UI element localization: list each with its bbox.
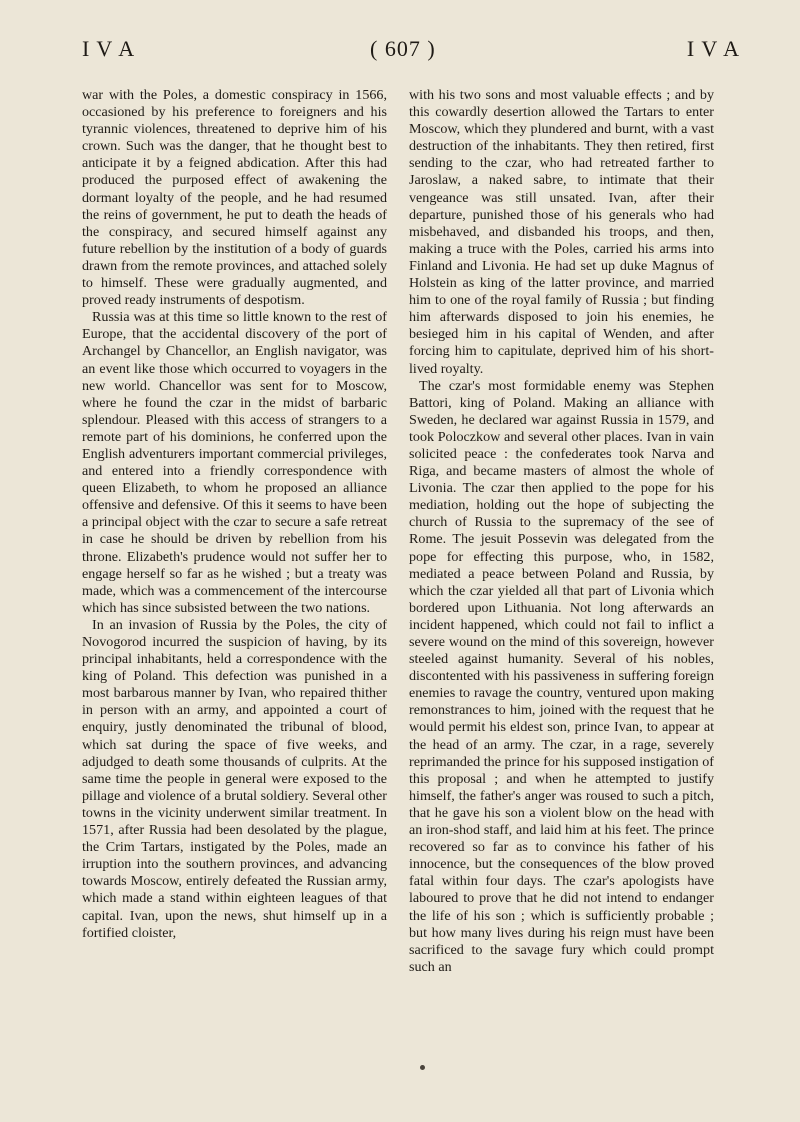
left-column	[82, 87, 387, 942]
paragraph: Russia was at this time so little known to the rest of Europe, that the accidental discovery of the port of Archangel by Chancellor, an English navigator, was an event like those which occurred to voyagers in the new world. Chancellor was sent for to Moscow, where he found the czar in the midst of barbaric splendour. Pleased with this access of strangers to a remote part of his dominions, he conferred upon the English adventurers important commercial privileges, and entered into a friendly correspondence with queen Elizabeth, to whom he proposed an alliance offensive and defensive. Of this it seems to have been a principal object with the czar to secure a safe retreat in case he should be driven by rebellion from his throne. Elizabeth's prudence would not suffer her to engage herself so far as he wished ; but a treaty was made, which was a commencement of the intercourse which has since subsisted between the two nations.	[82, 309, 387, 616]
page-number: ( 607 )	[370, 36, 436, 61]
paragraph: The czar's most formidable enemy was Stephen Battori, king of Poland. Making an alliance with Sweden, he declared war against Russia in 1579, and took Poloczkow and several other places. Ivan in vain solicited peace : the confederates took Narva and Riga, and became masters of almost the whole of Livonia. The czar then applied to the pope for his mediation, holding out the hope of subjecting the church of Russia to the supremacy of the see of Rome. The jesuit Possevin was delegated from the pope for effecting this purpose, who, in 1582, mediated a peace between Poland and Russia, by which the czar yielded all that part of Livonia which bordered upon Lithuania. Not long afterwards an incident happened, which could not fail to inflict a severe wound on the mind of this sovereign, however steeled against humanity. Several of his nobles, discontented with his passiveness in suffering foreign enemies to ravage the country, ventured upon making remonstrances to him, joined with the request that he would permit his eldest son, prince Ivan, to appear at the head of an army. The czar, in a rage, severely reprimanded the prince for his supposed instigation of this proposal ; and when he attempted to justify himself, the father's anger was roused to such a pitch, that he gave his son a violent blow on the head with an iron-shod staff, and laid him at his feet. The prince recovered so far as to convince his father of his innocence, but the consequences of the blow proved fatal within four days. The czar's apologists have laboured to prove that he did not intend to endanger the life of his son ; which is sufficiently probable ; but how many lives during his reign must have been sacrificed to the savage fury which could prompt such an	[409, 377, 714, 975]
running-head-right: I V A	[686, 36, 740, 61]
paragraph: with his two sons and most valuable effects ; and by this cowardly desertion allowed the Tartars to enter Moscow, which they plundered and burnt, with a vast destruction of the inhabitants. They then retired, first sending to the czar, who had retreated farther to Jaroslaw, a naked sabre, to intimate that their vengeance was still unsated. Ivan, after their departure, punished those of his generals who had misbehaved, and disbanded his troops, and then, making a truce with the Poles, carried his arms into Finland and Livonia. He had set up duke Magnus of Holstein as king of the latter province, and married him to one of the royal family of Russia ; but finding him afterwards disposed to join his enemies, he besieged him in his capital of Wenden, and after forcing him to capitulate, deprived him of his short-lived royalty.	[409, 87, 714, 377]
running-head	[80, 36, 740, 70]
ink-dot	[420, 1065, 425, 1070]
paragraph: In an invasion of Russia by the Poles, the city of Novogorod incurred the suspicion of having, by its principal inhabitants, held a correspondence with the king of Poland. This defection was punished in a most barbarous manner by Ivan, who repaired thither in person with an army, and appointed a court of enquiry, justly denominated the tribunal of blood, which sat during the space of five weeks, and adjudged to death some thousands of culprits. At the same time the people in general were exposed to the pillage and violence of a brutal soldiery. Several other towns in the vicinity underwent similar treatment. In 1571, after Russia had been desolated by the plague, the Crim Tartars, instigated by the Poles, made an irruption into the southern provinces, and advancing towards Moscow, entirely defeated the Russian army, which made a stand within eighteen leagues of that capital. Ivan, upon the news, shut himself up in a fortified cloister,	[82, 616, 387, 941]
paragraph: war with the Poles, a domestic conspiracy in 1566, occasioned by his preference to foreigners and his tyrannic violences, threatened to deprive him of his crown. Such was the danger, that he thought best to anticipate it by a feigned abdication. After this had produced the purposed effect of awakening the dormant loyalty of the people, and he had resumed the reins of government, he put to death the heads of the conspiracy, and secured himself against any future rebellion by the institution of a body of guards drawn from the remote provinces, and attached solely to himself. These were gradually augmented, and proved ready instruments of despotism.	[82, 87, 387, 309]
right-column	[409, 87, 714, 976]
running-head-left: I V A	[82, 36, 136, 61]
